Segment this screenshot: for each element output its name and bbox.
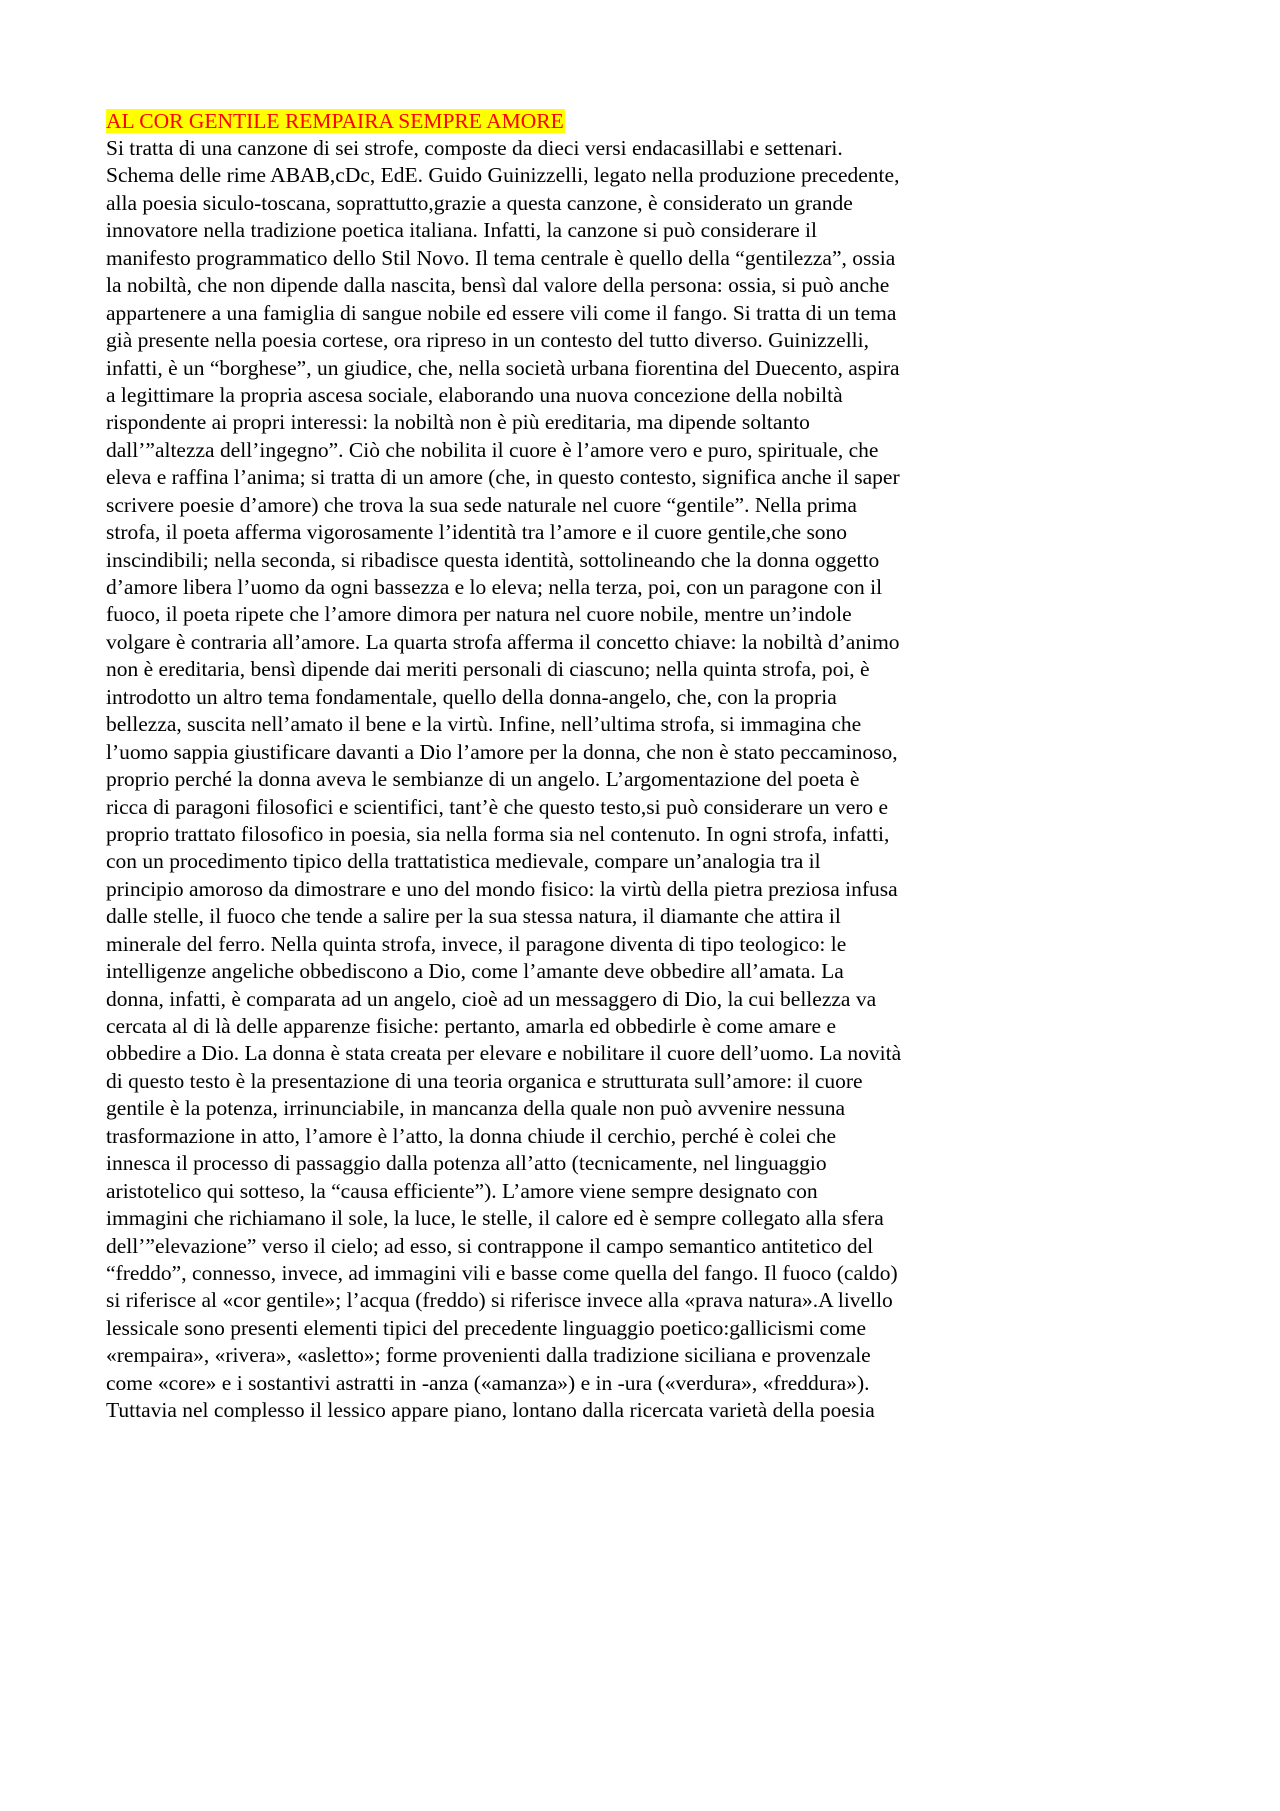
- body-text-line: innesca il processo di passaggio dalla potenza all’atto (tecnicamente, nel linguaggio: [106, 1151, 827, 1176]
- body-text-line: si riferisce al «cor gentile»; l’acqua (freddo) si riferisce invece alla «prava natura».A livello: [106, 1288, 893, 1313]
- body-text-line: la nobiltà, che non dipende dalla nascita, bensì dal valore della persona: ossia, si può anche: [106, 273, 890, 298]
- body-text-line: infatti, è un “borghese”, un giudice, che, nella società urbana fiorentina del Duecento, aspira: [106, 355, 900, 380]
- body-text-line: rispondente ai propri interessi: la nobiltà non è più ereditaria, ma dipende soltanto: [106, 410, 810, 435]
- body-text-line: intelligenze angeliche obbediscono a Dio, come l’amante deve obbedire all’amata. La: [106, 959, 844, 984]
- body-text-line: già presente nella poesia cortese, ora ripreso in un contesto del tutto diverso. Guinizzelli,: [106, 328, 870, 353]
- body-text-line: bellezza, suscita nell’amato il bene e la virtù. Infine, nell’ultima strofa, si immagina che: [106, 712, 862, 737]
- body-text-line: a legittimare la propria ascesa sociale, elaborando una nuova concezione della nobiltà: [106, 382, 843, 407]
- body-text-line: principio amoroso da dimostrare e uno del mondo fisico: la virtù della pietra preziosa infusa: [106, 876, 898, 901]
- body-text-line: immagini che richiamano il sole, la luce, le stelle, il calore ed è sempre collegato alla sfera: [106, 1206, 884, 1231]
- body-text-line: non è ereditaria, bensì dipende dai meriti personali di ciascuno; nella quinta strofa, poi, è: [106, 657, 870, 682]
- body-text-line: “freddo”, connesso, invece, ad immagini vili e basse come quella del fango. Il fuoco (caldo): [106, 1260, 898, 1285]
- body-text-line: strofa, il poeta afferma vigorosamente l’identità tra l’amore e il cuore gentile,che sono: [106, 520, 848, 545]
- body-text-line: ricca di paragoni filosofici e scientifici, tant’è che questo testo,si può considerare un vero e: [106, 794, 889, 819]
- body-text-line: Schema delle rime ABAB,cDc, EdE. Guido Guinizzelli, legato nella produzione precedente,: [106, 163, 900, 188]
- document-title-line: [106, 107, 1006, 135]
- body-text-line: gentile è la potenza, irrinunciabile, in mancanza della quale non può avvenire nessuna: [106, 1096, 846, 1121]
- body-text-line: aristotelico qui sotteso, la “causa efficiente”). L’amore viene sempre designato con: [106, 1178, 818, 1203]
- document-paragraph: [106, 135, 1006, 1425]
- body-text-line: eleva e raffina l’anima; si tratta di un amore (che, in questo contesto, significa anche il saper: [106, 465, 900, 490]
- document-title: AL COR GENTILE REMPAIRA SEMPRE AMORE: [106, 109, 564, 133]
- body-text-line: come «core» e i sostantivi astratti in -anza («amanza») e in -ura («verdura», «freddura»).: [106, 1370, 870, 1395]
- body-text-line: Si tratta di una canzone di sei strofe, composte da dieci versi endacasillabi e settenari.: [106, 136, 843, 160]
- document-body: [106, 107, 1006, 1425]
- body-text-line: fuoco, il poeta ripete che l’amore dimora per natura nel cuore nobile, mentre un’indole: [106, 602, 852, 627]
- body-text-line: cercata al di là delle apparenze fisiche: pertanto, amarla ed obbedirle è come amare e: [106, 1014, 836, 1038]
- body-text-line: manifesto programmatico dello Stil Novo. Il tema centrale è quello della “gentilezza”, ossia: [106, 245, 896, 270]
- body-text-line: trasformazione in atto, l’amore è l’atto, la donna chiude il cerchio, perché è colei che: [106, 1123, 837, 1148]
- body-text-line: proprio perché la donna aveva le sembianze di un angelo. L’argomentazione del poeta è: [106, 767, 860, 792]
- body-text-line: con un procedimento tipico della trattatistica medievale, compare un’analogia tra il: [106, 849, 821, 874]
- body-text-line: l’uomo sappia giustificare davanti a Dio l’amore per la donna, che non è stato peccaminoso,: [106, 739, 898, 764]
- body-text-line: inscindibili; nella seconda, si ribadisce questa identità, sottolineando che la donna oggetto: [106, 547, 880, 572]
- body-text-line: introdotto un altro tema fondamentale, quello della donna-angelo, che, con la propria: [106, 684, 837, 709]
- body-text-line: Tuttavia nel complesso il lessico appare piano, lontano dalla ricercata varietà della poesia: [106, 1398, 875, 1423]
- body-text-line: volgare è contraria all’amore. La quarta strofa afferma il concetto chiave: la nobiltà d’animo: [106, 629, 900, 654]
- body-text-line: d’amore libera l’uomo da ogni bassezza e lo eleva; nella terza, poi, con un paragone con il: [106, 575, 883, 599]
- body-text-line: di questo testo è la presentazione di una teoria organica e strutturata sull’amore: il cuore: [106, 1068, 863, 1093]
- body-text-line: innovatore nella tradizione poetica italiana. Infatti, la canzone si può considerare il: [106, 218, 817, 243]
- body-text-line: «rempaira», «rivera», «asletto»; forme provenienti dalla tradizione siciliana e provenzale: [106, 1343, 871, 1368]
- body-text-line: scrivere poesie d’amore) che trova la sua sede naturale nel cuore “gentile”. Nella prima: [106, 492, 857, 517]
- body-text-line: donna, infatti, è comparata ad un angelo, cioè ad un messaggero di Dio, la cui bellezza va: [106, 986, 877, 1011]
- body-text-line: proprio trattato filosofico in poesia, sia nella forma sia nel contenuto. In ogni strofa, infatti,: [106, 821, 890, 846]
- body-text-line: minerale del ferro. Nella quinta strofa, invece, il paragone diventa di tipo teologico: le: [106, 931, 847, 956]
- body-text-line: dall’”altezza dell’ingegno”. Ciò che nobilita il cuore è l’amore vero e puro, spirituale, che: [106, 437, 879, 462]
- body-text-line: obbedire a Dio. La donna è stata creata per elevare e nobilitare il cuore dell’uomo. La novità: [106, 1041, 902, 1066]
- body-text-line: alla poesia siculo-toscana, soprattutto,grazie a questa canzone, è considerato un grande: [106, 190, 853, 215]
- body-text-line: dell’”elevazione” verso il cielo; ad esso, si contrappone il campo semantico antitetico del: [106, 1233, 874, 1258]
- body-text-line: appartenere a una famiglia di sangue nobile ed essere vili come il fango. Si tratta di un tema: [106, 300, 897, 325]
- body-text-line: dalle stelle, il fuoco che tende a salire per la sua stessa natura, il diamante che attira il: [106, 904, 841, 929]
- body-text-line: lessicale sono presenti elementi tipici del precedente linguaggio poetico:gallicismi come: [106, 1315, 867, 1340]
